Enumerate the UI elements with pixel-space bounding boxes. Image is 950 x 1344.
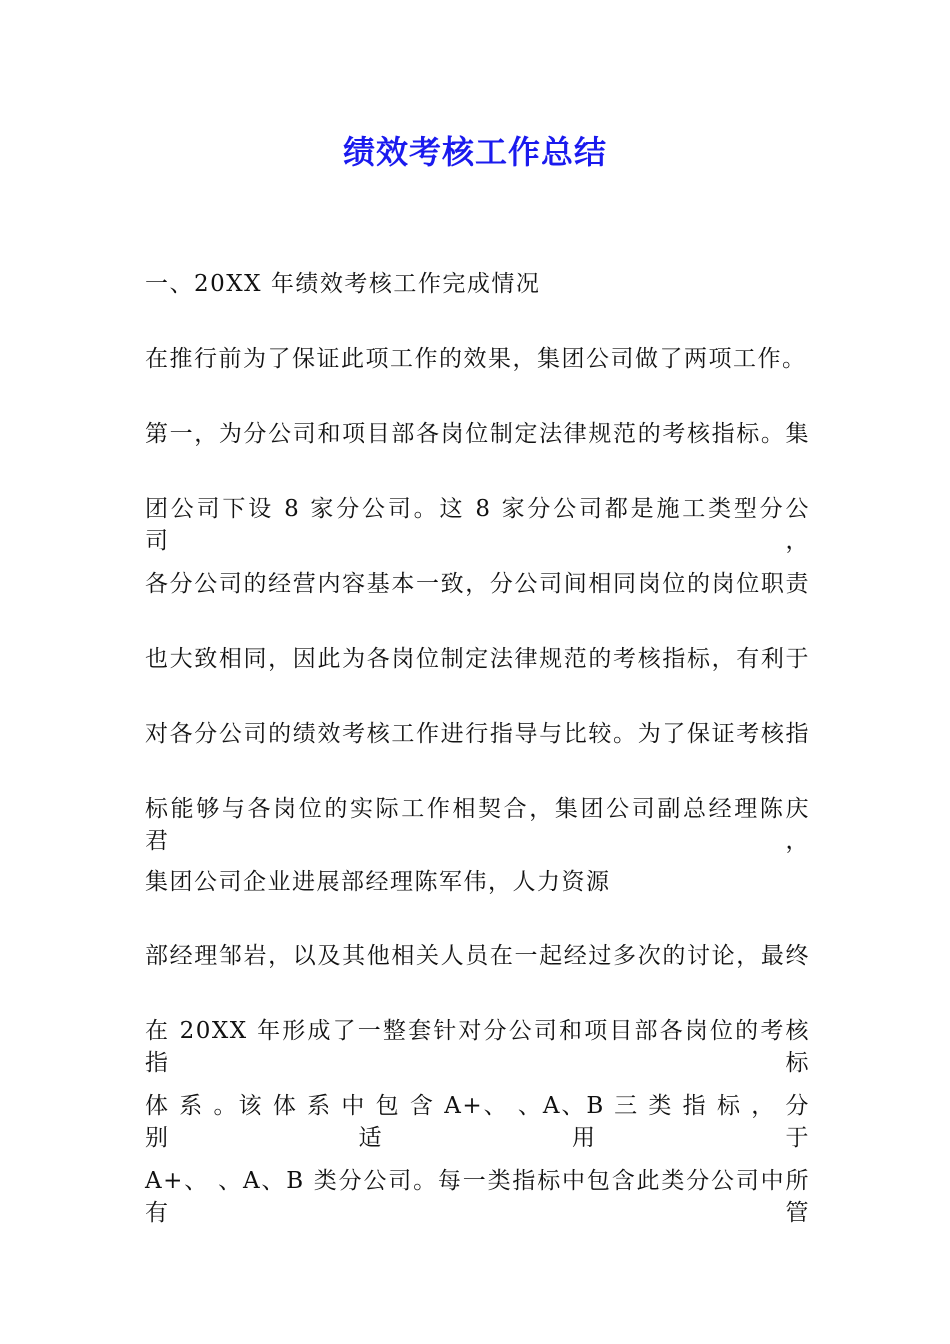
document-title: 绩效考核工作总结 [342,133,607,171]
paragraph-line: 团公司下设 8 家分公司。这 8 家分公司都是施工类型分公司， [145,496,810,554]
paragraph-line: 第一，为分公司和项目部各岗位制定法律规范的考核指标。集 [145,421,810,447]
paragraph-line: 部经理邹岩，以及其他相关人员在一起经过多次的讨论，最终 [145,943,810,969]
paragraph-line: 也大致相同，因此为各岗位制定法律规范的考核指标，有利于 [145,646,810,672]
section-heading: 一、20XX 年绩效考核工作完成情况 [145,271,541,297]
paragraph-line: 在推行前为了保证此项工作的效果，集团公司做了两项工作。 [145,346,807,372]
paragraph-line: 对各分公司的绩效考核工作进行指导与比较。为了保证考核指 [145,721,810,747]
paragraph-line: 各分公司的经营内容基本一致，分公司间相同岗位的岗位职责 [145,571,810,597]
paragraph-line: 集团公司企业进展部经理陈军伟，人力资源 [145,869,611,895]
paragraph-line: 体 系 。该 体 系 中 包 含 A+、 、A、B 三 类 指 标 ， 分 别 适 用 于 [145,1093,810,1151]
paragraph-line: 标能够与各岗位的实际工作相契合，集团公司副总经理陈庆君， [145,796,810,854]
paragraph-line: 在 20XX 年形成了一整套针对分公司和项目部各岗位的考核指标 [145,1018,810,1076]
paragraph-line: A+、 、A、B 类分公司。每一类指标中包含此类分公司中所有管 [145,1168,810,1226]
